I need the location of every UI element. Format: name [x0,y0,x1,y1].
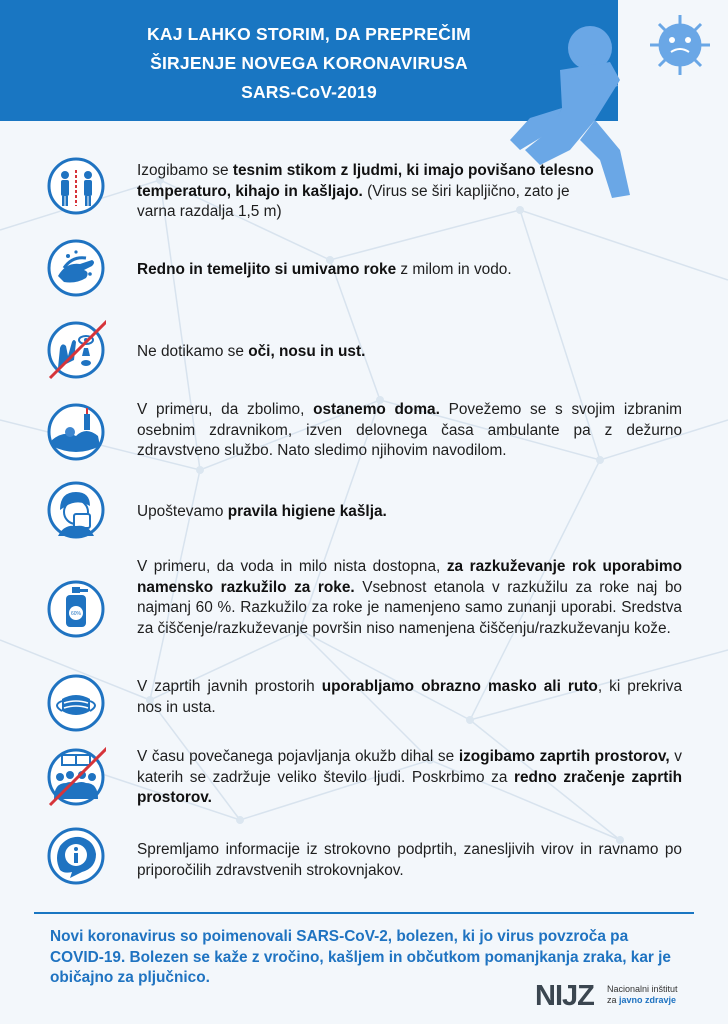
info-icon [46,826,106,886]
distance-icon [46,156,106,216]
title-line-3: SARS-CoV-2019 [241,82,377,102]
logo-subtitle: Nacionalni inštitut za javno zdravje [607,984,678,1005]
item-text: Upoštevamo pravila higiene kašlja. [137,503,387,520]
no-crowd-icon [46,747,106,807]
sanitizer-icon [46,579,106,639]
item-text: V času povečanega pojavljanja okužb dihal se izogibamo zaprtih prostorov, v katerih se zadržuje veliko število ljudi. Poskrbimo za redno zračenje zaprtih prostorov. [137,748,682,806]
item-text: Spremljamo informacije iz strokovno podprtih, zanesljivih virov in ravnamo po priporočilih zdravstvenih strokovnjakov. [137,841,682,879]
item-text: V primeru, da voda in milo nista dostopna, za razkuževanje rok uporabimo namensko razkužilo za roke. Vsebnost etanola v razkužilu za roke naj bo najmanj 60 %. Razkužilo za roke je namenjeno samo zunanji uporabi. Sredstva za čiščenje/razkuževanje površin niso namenjena čiščenju/razkuževanju kože. [137,558,682,637]
title-line-2: ŠIRJENJE NOVEGA KORONAVIRUSA [150,53,468,73]
footer-divider [34,912,694,914]
footer-note: Novi koronavirus so poimenovali SARS-CoV-2, bolezen, ki jo virus povzroča pa COVID-19. Bolezen se kaže z vročino, kašljem in občutkom pomanjkanja zraka, kar je običajno za pljučnico. [50,928,671,986]
no-touch-face-icon [46,320,106,380]
virus-icon [650,15,710,75]
title-line-1: KAJ LAHKO STORIM, DA PREPREČIM [147,24,471,44]
item-text: Ne dotikamo se oči, nosu in ust. [137,343,366,360]
item-text: V zaprtih javnih prostorih uporabljamo obrazno masko ali ruto, ki prekriva nos in usta. [137,678,683,716]
svg-text:60%: 60% [70,611,82,617]
item-text: Izogibamo se tesnim stikom z ljudmi, ki imajo povišano telesno temperaturo, kihajo in kašljajo. (Virus se širi kapljično, zato je varna razdalja 1,5 m) [137,162,594,220]
stay-home-icon [46,402,106,462]
handwash-icon [46,238,106,298]
item-text: Redno in temeljito si umivamo roke z milom in vodo. [137,261,512,278]
cough-hygiene-icon [46,480,106,540]
nijz-logo [535,980,705,1020]
face-mask-icon [46,673,106,733]
item-text: V primeru, da zbolimo, ostanemo doma. Povežemo se s svojim izbranim osebnim zdravnikom, izven delovnega časa ambulante pa z dežurno zdravstveno službo. Nato sledimo njihovim navodilom. [137,401,682,459]
logo-mark: NIJZ [535,980,594,1012]
